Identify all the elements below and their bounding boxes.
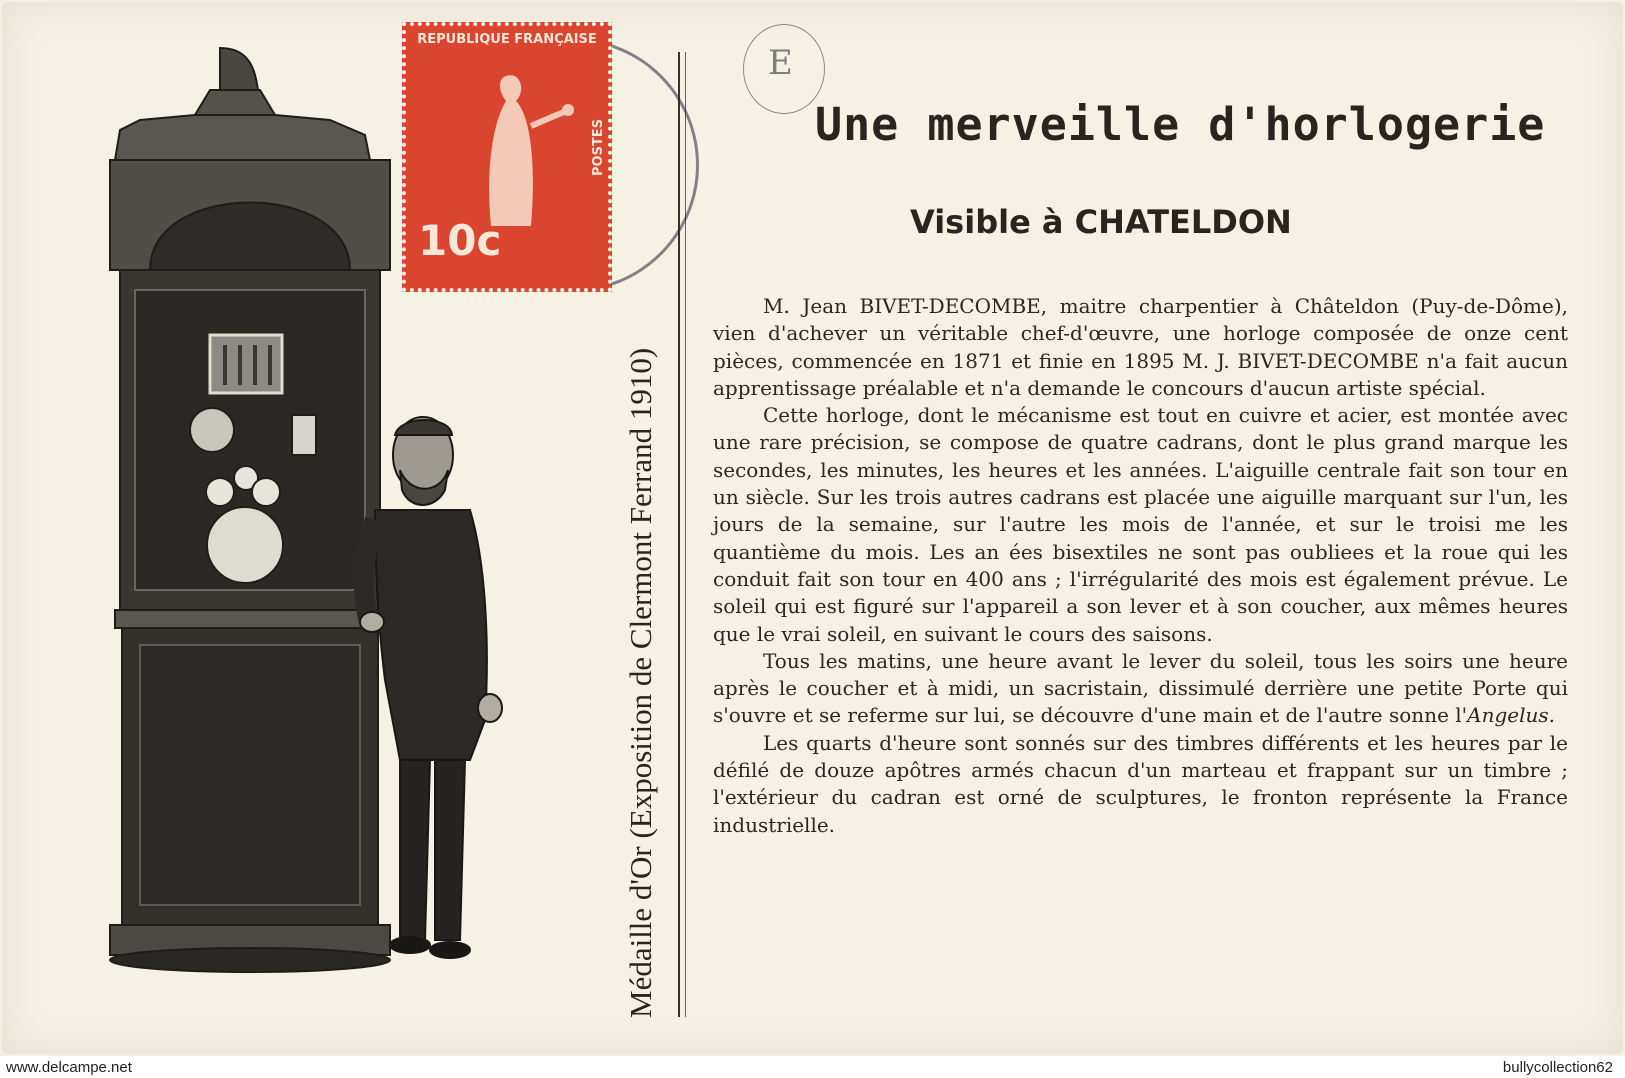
man-figure (360, 417, 502, 958)
stamp-postes: POSTES (591, 118, 606, 176)
paragraph-3 (713, 648, 1568, 730)
body-text (713, 293, 1568, 839)
grandfather-clock (110, 48, 390, 972)
paragraph-3-text: Tous les matins, une heure avant le lever du soleil, tous les soirs une heure après le coucher et à midi, un sacristain, dissimulé derrière une petite Porte qui s'ouvre et se referme sur lui, se découvre d'une main et de l'autre sonne l' (713, 648, 1568, 728)
footer-bar (0, 1056, 1625, 1078)
angelus-word: Angelus. (1467, 703, 1556, 728)
stamp-value: 10c (418, 216, 502, 265)
pencil-mark-letter: E (768, 43, 793, 83)
footer-right-watermark: bullycollection62 (1502, 1059, 1613, 1076)
pencil-mark (743, 24, 825, 114)
paragraph-4: Les quarts d'heure sont sonnés sur des timbres différents et les heures par le défilé de douze apôtres armés chacun d'un marteau et frappant sur un timbre ; l'extérieur du cadran est orné de sculptures, le fronton représente la France industrielle. (713, 730, 1568, 837)
card-title: Une merveille d'horlogerie (815, 98, 1546, 151)
footer-left-watermark: www.delcampe.net (6, 1059, 132, 1076)
card-subtitle: Visible à CHATELDON (910, 203, 1292, 241)
paragraph-1: M. Jean BIVET-DECOMBE, maitre charpentier à Châteldon (Puy-de-Dôme), vien d'achever un véritable chef-d'œuvre, une horloge composée de onze cent pièces, commencée en 1871 et finie en 1895 M. J. BIVET-DECOMBE n'a fait aucun apprentissage préalable et n'a demande le concours d'aucun artiste spécial. (713, 294, 1568, 400)
side-caption: Médaille d'Or (Exposition de Clermont Ferrand 1910) (623, 347, 658, 1018)
postage-stamp (402, 22, 612, 292)
stamp-country: REPUBLIQUE FRANÇAISE (417, 32, 597, 47)
paragraph-2: Cette horloge, dont le mécanisme est tout en cuivre et acier, est montée avec une rare précision, se compose de quatre cadrans, dont le plus grand marque les secondes, les minutes, les heures et les années. L'aiguille centrale fait son tour en un siècle. Sur les trois autres cadrans est placée une aiguille marquant sur l'un, les jours de la semaine, sur l'autre les mois de l'année, et sur le troisi me les quantième du mois. Les an ées bisextiles ne sont pas oubliees et la roue qui les conduit fait son tour en 400 ans ; l'irrégularité des mois est également prévue. Le soleil qui est figuré sur l'appareil a son lever et à son coucher, aux mêmes heures que le vrai soleil, en suivant le cours des saisons. (713, 403, 1568, 646)
sower-figure-icon (436, 56, 586, 236)
